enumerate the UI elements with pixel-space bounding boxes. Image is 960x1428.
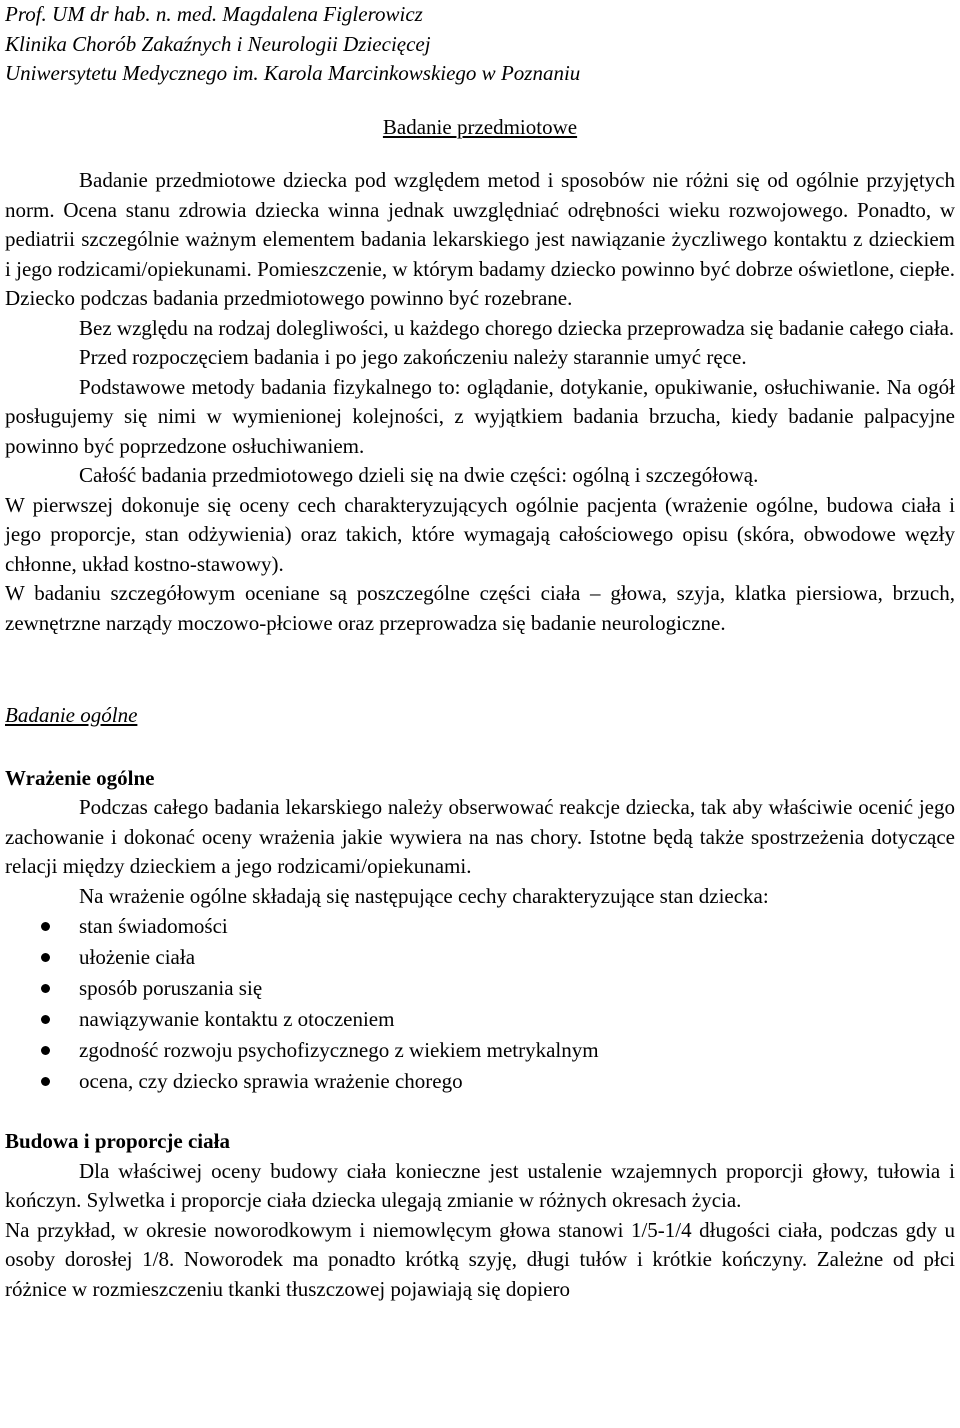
section-heading-general: Badanie ogólne — [5, 703, 138, 727]
university-name: Uniwersytetu Medycznego im. Karola Marcinkowskiego w Poznaniu — [5, 61, 581, 85]
build-paragraph-1: Dla właściwej oceny budowy ciała konieczne jest ustalenie wzajemnych proporcji głowy, tułowia i kończyn. Sylwetka i proporcje ciała dziecka ulegają zmianie w różnych okresach życia. — [5, 1158, 955, 1212]
bullet-icon — [41, 1046, 50, 1055]
list-item: zgodność rozwoju psychofizycznego z wiekiem metrykalnym — [5, 1035, 955, 1066]
intro-paragraph-4: Podstawowe metody badania fizykalnego to: oglądanie, dotykanie, opukiwanie, osłuchiwanie. Na ogół posługujemy się nimi w wymienionej kolejności, z wyjątkiem badania brzucha, kiedy badanie palpacyjne powinno być poprzedzone osłuchiwaniem. — [5, 374, 955, 458]
author-header — [5, 0, 955, 89]
intro-paragraph-1: Badanie przedmiotowe dziecka pod względem metod i sposobów nie różni się od ogólnie przyjętych norm. Ocena stanu zdrowia dziecka winna jednak uwzględniać odrębności wieku rozwojowego. Ponadto, w pediatrii szczególnie ważnym elementem badania lekarskiego jest nawiązanie życzliwego kontaktu z dzieckiem i jego rodzicami/opiekunami. Pomieszczenie, w którym badamy dziecko powinno być dobrze oświetlone, ciepłe. Dziecko podczas badania przedmiotowego powinno być rozebrane. — [5, 168, 955, 310]
impression-list — [5, 911, 955, 1097]
intro-paragraph-6: W pierwszej dokonuje się oceny cech charakteryzujących ogólnie pacjenta (wrażenie ogólne, budowa ciała i jego proporcje, stan odżywienia) oraz takich, które wymagają całościowego opisu (skóra, obwodowe węzły chłonne, układ kostno-stawowy). — [5, 492, 955, 576]
document-page — [5, 0, 955, 1304]
bullet-icon — [41, 922, 50, 931]
impression-paragraph-2: Na wrażenie ogólne składają się następujące cechy charakteryzujące stan dziecka: — [79, 883, 769, 908]
impression-paragraph-1: Podczas całego badania lekarskiego należy obserwować reakcje dziecka, tak aby właściwie ocenić jego zachowanie i dokonać oceny wrażenia jakie wywiera na nas chory. Istotne będą także spostrzeżenia dotyczące relacji między dzieckiem a jego rodzicami/opiekunami. — [5, 795, 955, 878]
author-name: Prof. UM dr hab. n. med. Magdalena Figlerowicz — [5, 2, 423, 26]
list-item: stan świadomości — [5, 911, 955, 942]
bullet-icon — [41, 953, 50, 962]
bullet-icon — [41, 984, 50, 993]
list-item: ocena, czy dziecko sprawia wrażenie chorego — [5, 1066, 955, 1097]
clinic-name: Klinika Chorób Zakaźnych i Neurologii Dziecięcej — [5, 31, 431, 56]
list-item: nawiązywanie kontaktu z otoczeniem — [5, 1004, 955, 1035]
intro-paragraph-7: W badaniu szczegółowym oceniane są poszczególne części ciała – głowa, szyja, klatka piersiowa, brzuch, zewnętrzne narządy moczowo-płciowe oraz przeprowadza się badanie neurologiczne. — [5, 581, 955, 635]
intro-paragraph-3: Przed rozpoczęciem badania i po jego zakończeniu należy starannie umyć ręce. — [79, 345, 747, 369]
list-item: ułożenie ciała — [5, 942, 955, 973]
bullet-icon — [41, 1077, 50, 1086]
bullet-icon — [41, 1015, 50, 1024]
list-item: sposób poruszania się — [5, 973, 955, 1004]
subsection-heading-build: Budowa i proporcje ciała — [5, 1129, 230, 1153]
subsection-heading-impression: Wrażenie ogólne — [5, 765, 155, 790]
intro-paragraph-2: Bez względu na rodzaj dolegliwości, u każdego chorego dziecka przeprowadza się badanie całego ciała. — [79, 315, 955, 340]
intro-paragraph-5: Całość badania przedmiotowego dzieli się na dwie części: ogólną i szczegółową. — [79, 463, 759, 487]
document-title: Badanie przedmiotowe — [382, 114, 578, 139]
build-paragraph-2: Na przykład, w okresie noworodkowym i niemowlęcym głowa stanowi 1/5-1/4 długości ciała, podczas gdy u osoby dorosłej 1/8. Noworodek ma ponadto krótką szyję, długi tułów i krótkie kończyny. Zależne od płci różnice w rozmieszczeniu tkanki tłuszczowej pojawiają się dopiero — [5, 1217, 955, 1301]
